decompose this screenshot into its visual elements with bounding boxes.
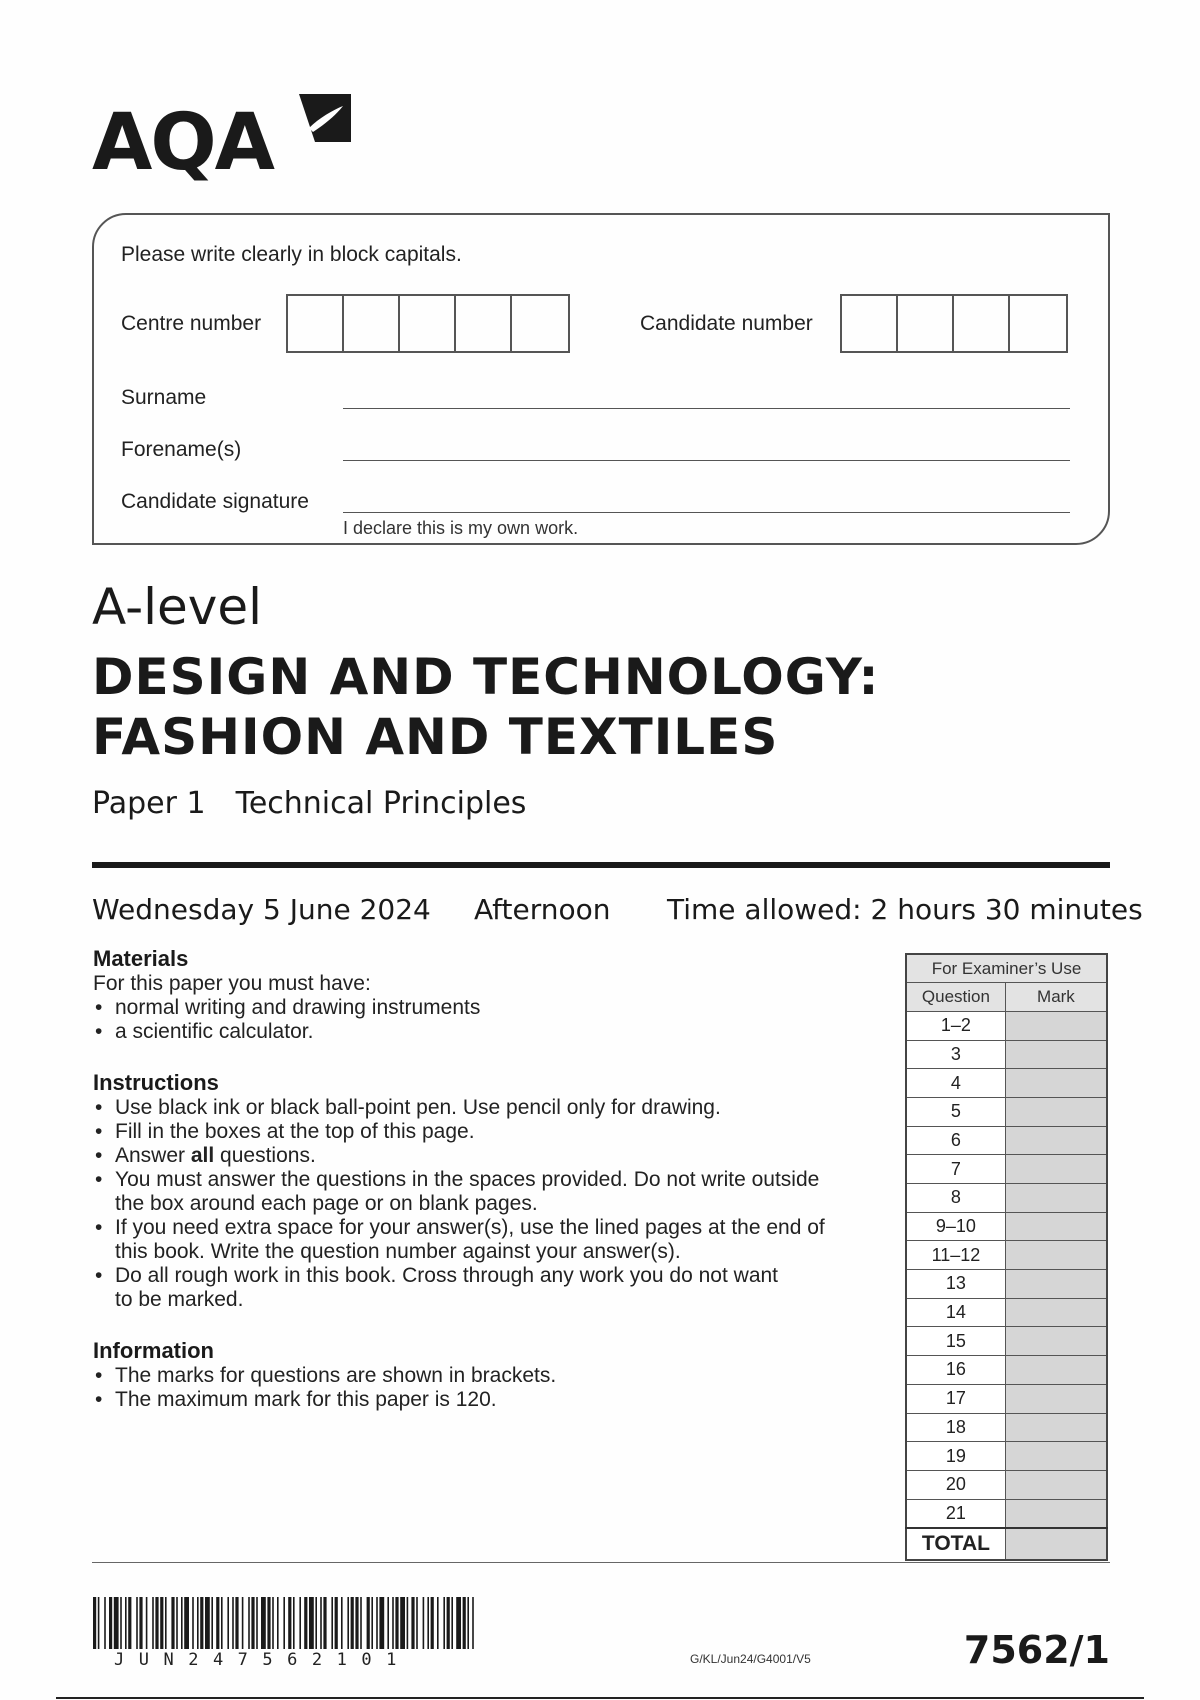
question-number-cell: 5 bbox=[906, 1097, 1005, 1126]
mark-cell bbox=[1005, 1270, 1107, 1299]
question-number-cell: 16 bbox=[906, 1356, 1005, 1385]
table-row bbox=[906, 1470, 1107, 1499]
digit-box[interactable] bbox=[288, 296, 344, 351]
materials-intro: For this paper you must have: bbox=[93, 972, 371, 995]
question-number-cell: 11–12 bbox=[906, 1241, 1005, 1270]
total-mark-cell bbox=[1005, 1528, 1107, 1560]
examiners-use-table bbox=[905, 953, 1108, 1561]
page-bottom-rule bbox=[56, 1697, 1144, 1699]
mark-cell bbox=[1005, 1184, 1107, 1213]
mark-cell bbox=[1005, 1126, 1107, 1155]
paper-code: 7562/1 bbox=[963, 1628, 1110, 1672]
paper-number: Paper 1 bbox=[92, 786, 206, 821]
table-row bbox=[906, 1184, 1107, 1213]
column-header-mark: Mark bbox=[1005, 983, 1107, 1012]
candidate-number-label: Candidate number bbox=[640, 312, 813, 335]
candidate-number-field[interactable] bbox=[840, 294, 1068, 353]
mark-cell bbox=[1005, 1384, 1107, 1413]
exam-date: Wednesday 5 June 2024 bbox=[92, 893, 431, 926]
table-row bbox=[906, 1011, 1107, 1040]
question-number-cell: 20 bbox=[906, 1470, 1005, 1499]
instructions-heading: Instructions bbox=[93, 1070, 219, 1095]
reference-code: G/KL/Jun24/G4001/V5 bbox=[690, 1652, 811, 1666]
materials-heading: Materials bbox=[93, 946, 189, 971]
time-allowed: Time allowed: 2 hours 30 minutes bbox=[667, 893, 1143, 926]
digit-box[interactable] bbox=[344, 296, 400, 351]
digit-box[interactable] bbox=[898, 296, 954, 351]
question-number-cell: 7 bbox=[906, 1155, 1005, 1184]
paper-title: Technical Principles bbox=[235, 786, 527, 821]
aqa-logo bbox=[92, 90, 362, 190]
mark-cell bbox=[1005, 1470, 1107, 1499]
total-row bbox=[906, 1528, 1107, 1560]
table-row bbox=[906, 1126, 1107, 1155]
table-row bbox=[906, 1040, 1107, 1069]
question-number-cell: 1–2 bbox=[906, 1011, 1005, 1040]
table-title: For Examiner’s Use bbox=[906, 954, 1107, 983]
table-row bbox=[906, 1327, 1107, 1356]
question-number-cell: 4 bbox=[906, 1069, 1005, 1098]
mark-cell bbox=[1005, 1442, 1107, 1471]
question-number-cell: 6 bbox=[906, 1126, 1005, 1155]
list-item: • Fill in the boxes at the top of this page. bbox=[93, 1120, 893, 1144]
list-item: • If you need extra space for your answer(s), use the lined pages at the end of this book. Write the question number against your answer(s). bbox=[93, 1216, 893, 1264]
information-heading: Information bbox=[93, 1338, 214, 1363]
question-number-cell: 21 bbox=[906, 1499, 1005, 1528]
mark-cell bbox=[1005, 1499, 1107, 1528]
signature-label: Candidate signature bbox=[121, 490, 309, 513]
table-row bbox=[906, 1241, 1107, 1270]
mark-cell bbox=[1005, 1356, 1107, 1385]
paper-line bbox=[92, 786, 556, 821]
signature-field[interactable] bbox=[343, 512, 1070, 513]
table-row bbox=[906, 1155, 1107, 1184]
table-row bbox=[906, 1413, 1107, 1442]
subject-title-line2: FASHION AND TEXTILES bbox=[92, 708, 779, 766]
mark-cell bbox=[1005, 1040, 1107, 1069]
mark-cell bbox=[1005, 1212, 1107, 1241]
logo-mark-icon bbox=[295, 90, 355, 150]
digit-box[interactable] bbox=[400, 296, 456, 351]
table-row bbox=[906, 1097, 1107, 1126]
list-item: • The marks for questions are shown in brackets. bbox=[93, 1364, 893, 1388]
barcode-digits: JUN247562101 bbox=[114, 1650, 411, 1670]
question-number-cell: 3 bbox=[906, 1040, 1005, 1069]
centre-number-field[interactable] bbox=[286, 294, 570, 353]
digit-box[interactable] bbox=[1010, 296, 1066, 351]
total-label-cell: TOTAL bbox=[906, 1528, 1005, 1560]
question-number-cell: 9–10 bbox=[906, 1212, 1005, 1241]
list-item: • normal writing and drawing instruments bbox=[93, 996, 893, 1020]
digit-box[interactable] bbox=[954, 296, 1010, 351]
footer-divider bbox=[92, 1562, 1110, 1563]
question-number-cell: 18 bbox=[906, 1413, 1005, 1442]
list-item: • a scientific calculator. bbox=[93, 1020, 893, 1044]
question-number-cell: 19 bbox=[906, 1442, 1005, 1471]
table-row bbox=[906, 1384, 1107, 1413]
question-number-cell: 13 bbox=[906, 1270, 1005, 1299]
qualification-level: A-level bbox=[92, 578, 263, 636]
title-divider bbox=[92, 862, 1110, 868]
mark-cell bbox=[1005, 1298, 1107, 1327]
column-header-question: Question bbox=[906, 983, 1005, 1012]
table-row bbox=[906, 1499, 1107, 1528]
table-row bbox=[906, 1356, 1107, 1385]
mark-cell bbox=[1005, 1069, 1107, 1098]
mark-cell bbox=[1005, 1011, 1107, 1040]
surname-field[interactable] bbox=[343, 408, 1070, 409]
mark-cell bbox=[1005, 1327, 1107, 1356]
materials-list bbox=[93, 996, 893, 1044]
block-capitals-instruction: Please write clearly in block capitals. bbox=[121, 243, 462, 266]
digit-box[interactable] bbox=[512, 296, 568, 351]
mark-cell bbox=[1005, 1241, 1107, 1270]
digit-box[interactable] bbox=[456, 296, 512, 351]
logo-text: AQA bbox=[92, 98, 274, 188]
list-item: • Answer all questions. bbox=[93, 1144, 893, 1168]
mark-cell bbox=[1005, 1097, 1107, 1126]
question-number-cell: 14 bbox=[906, 1298, 1005, 1327]
centre-number-label: Centre number bbox=[121, 312, 262, 335]
instructions-list bbox=[93, 1096, 893, 1312]
mark-cell bbox=[1005, 1413, 1107, 1442]
emphasis-all: all bbox=[190, 1144, 215, 1167]
information-list bbox=[93, 1364, 893, 1412]
question-number-cell: 8 bbox=[906, 1184, 1005, 1213]
table-row bbox=[906, 1212, 1107, 1241]
question-number-cell: 15 bbox=[906, 1327, 1005, 1356]
list-item: • Use black ink or black ball-point pen. Use pencil only for drawing. bbox=[93, 1096, 893, 1120]
subject-title-line1: DESIGN AND TECHNOLOGY: bbox=[92, 648, 880, 706]
mark-cell bbox=[1005, 1155, 1107, 1184]
exam-session: Afternoon bbox=[474, 893, 611, 926]
barcode-icon bbox=[93, 1597, 475, 1649]
table-row bbox=[906, 1270, 1107, 1299]
table-row bbox=[906, 1442, 1107, 1471]
table-row bbox=[906, 1298, 1107, 1327]
list-item: • The maximum mark for this paper is 120. bbox=[93, 1388, 893, 1412]
question-number-cell: 17 bbox=[906, 1384, 1005, 1413]
digit-box[interactable] bbox=[842, 296, 898, 351]
forenames-field[interactable] bbox=[343, 460, 1070, 461]
surname-label: Surname bbox=[121, 386, 207, 409]
list-item: • Do all rough work in this book. Cross through any work you do not want to be marked. bbox=[93, 1264, 893, 1312]
declaration-text: I declare this is my own work. bbox=[343, 518, 579, 538]
table-row bbox=[906, 1069, 1107, 1098]
list-item: • You must answer the questions in the spaces provided. Do not write outside the box around each page or on blank pages. bbox=[93, 1168, 893, 1216]
forenames-label: Forename(s) bbox=[121, 438, 242, 461]
